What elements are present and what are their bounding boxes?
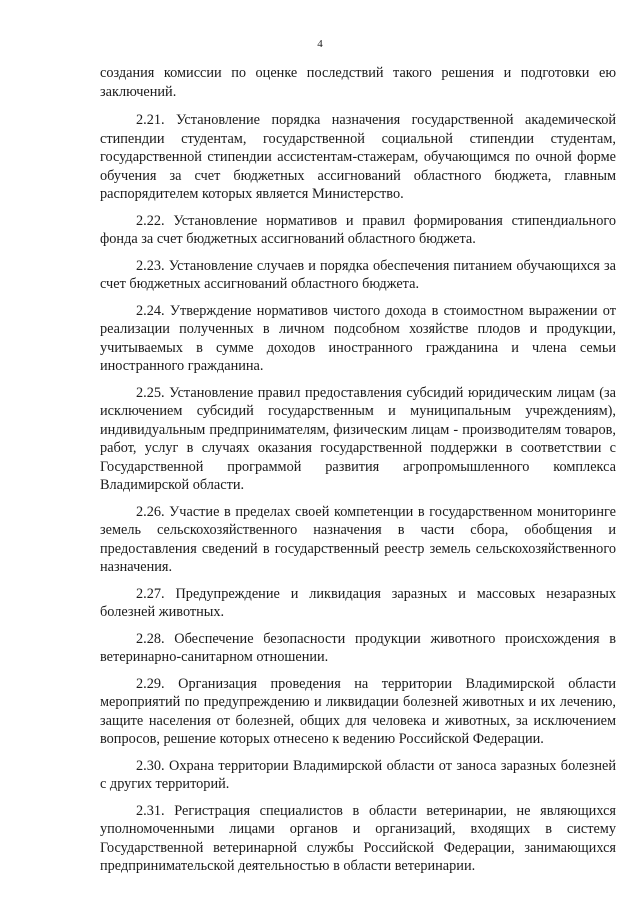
clause-2-25: 2.25. Установление правил предоставления субсидий юридическим лицам (за исключением субсидий государственным и муниципальным учреждениям), индивидуальным предпринимателям, физическим лицам - производителям товаров, работ, услуг в случаях оказания государственной поддержки в соответствии с Государственной программой развития агропромышленного комплекса Владимирской области. <box>100 384 616 493</box>
clause-2-27: 2.27. Предупреждение и ликвидация заразных и массовых незаразных болезней животных. <box>100 585 616 620</box>
clause-2-30: 2.30. Охрана территории Владимирской области от заноса заразных болезней с других территорий. <box>100 757 616 792</box>
clause-2-28: 2.28. Обеспечение безопасности продукции животного происхождения в ветеринарно-санитарном отношении. <box>100 630 616 665</box>
clause-2-24: 2.24. Утверждение нормативов чистого дохода в стоимостном выражении от реализации полученных в личном подсобном хозяйстве плодов и продукции, учитываемых в сумме доходов иностранного гражданина и члена семьи иностранного гражданина. <box>100 302 616 374</box>
page-number: 4 <box>317 38 323 50</box>
clause-2-22: 2.22. Установление нормативов и правил формирования стипендиального фонда за счет бюджетных ассигнований областного бюджета. <box>100 212 616 247</box>
clause-2-26: 2.26. Участие в пределах своей компетенции в государственном мониторинге земель сельскохозяйственного назначения в части сбора, обобщения и предоставления сведений в государственный реестр земель сельскохозяйственного назначения. <box>100 503 616 575</box>
clause-2-31: 2.31. Регистрация специалистов в области ветеринарии, не являющихся уполномоченными лицами органов и организаций, входящих в систему Государственной ветеринарной службы Российской Федерации, занимающихся предпринимательской деятельностью в области ветеринарии. <box>100 802 616 874</box>
clause-2-23: 2.23. Установление случаев и порядка обеспечения питанием обучающихся за счет бюджетных ассигнований областного бюджета. <box>100 257 616 292</box>
continuation-paragraph: создания комиссии по оценке последствий такого решения и подготовки ею заключений. <box>100 65 616 100</box>
clause-2-29: 2.29. Организация проведения на территории Владимирской области мероприятий по предупреждению и ликвидации болезней животных и их лечению, защите населения от болезней, общих для человека и животных, за исключением вопросов, решение которых отнесено к ведению Российской Федерации. <box>100 675 616 747</box>
clause-2-21: 2.21. Установление порядка назначения государственной академической стипендии студентам, государственной социальной стипендии студентам, государственной стипендии ассистентам-стажерам, обучающимся по очной форме обучения за счет бюджетных ассигнований областного бюджета, главным распорядителем которых является Министерство. <box>100 112 616 202</box>
document-body <box>100 64 616 884</box>
